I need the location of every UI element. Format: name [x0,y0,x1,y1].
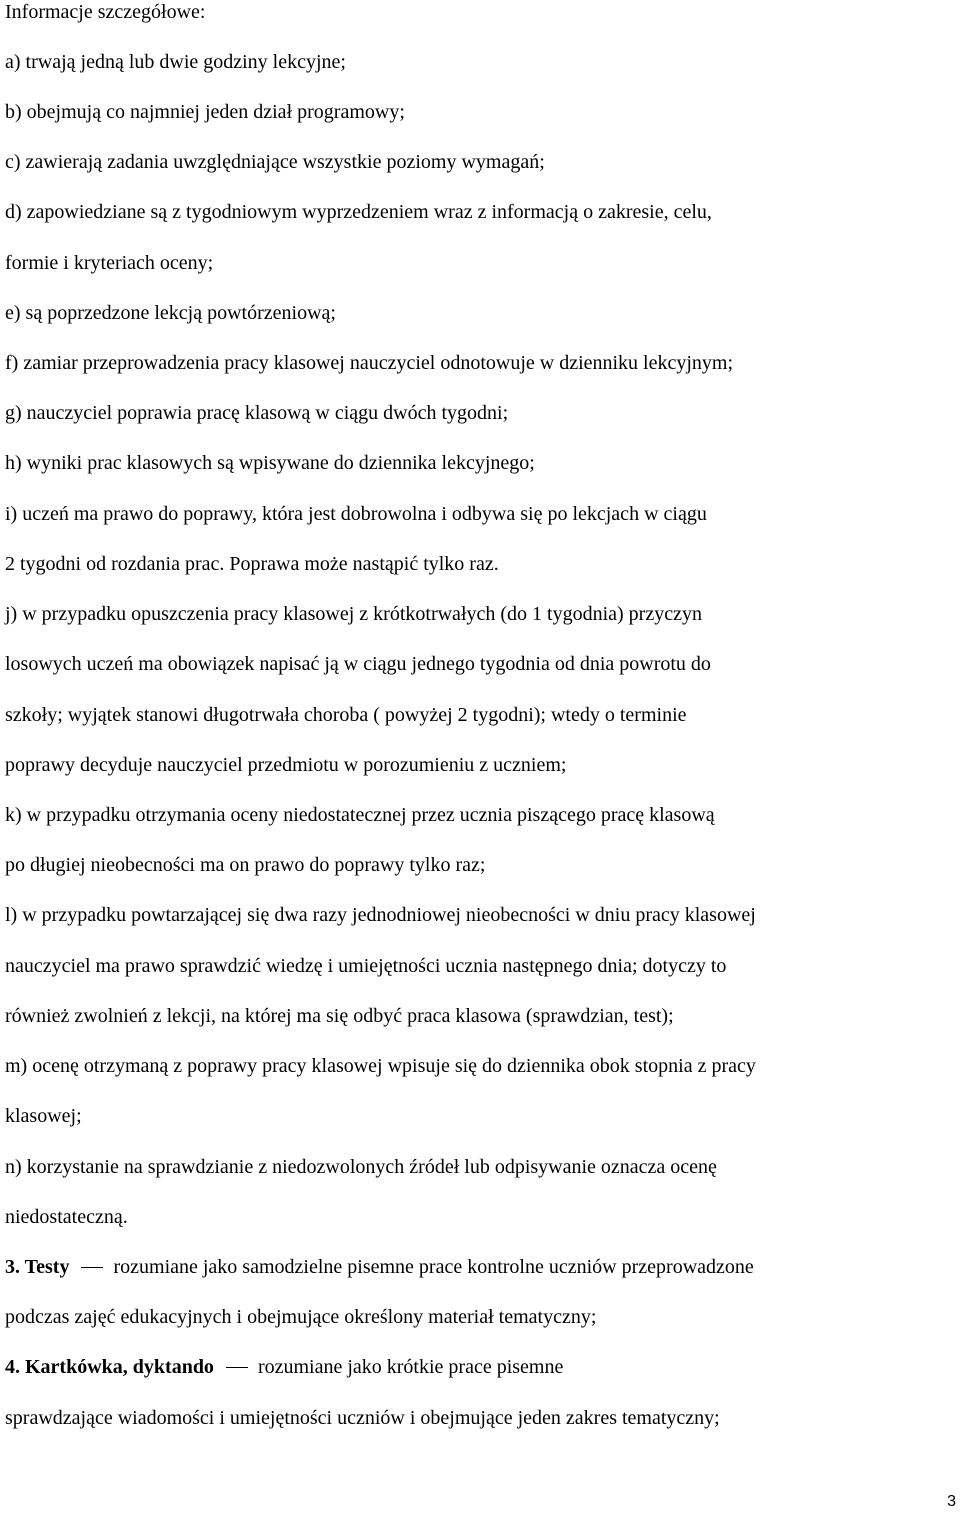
list-item-h: h) wyniki prac klasowych są wpisywane do dziennika lekcyjnego; [5,452,535,474]
list-item-j-continuation-1: losowych uczeń ma obowiązek napisać ją w ciągu jednego tygodnia od dnia powrotu do [5,653,711,675]
list-item-d: d) zapowiedziane są z tygodniowym wyprzedzeniem wraz z informacją o zakresie, celu, [5,201,712,223]
list-item-k: k) w przypadku otrzymania oceny niedostatecznej przez ucznia piszącego pracę klasową [5,804,715,826]
section-heading: Informacje szczegółowe: [5,1,206,23]
section-4-label: 4. Kartkówka, dyktando [5,1356,214,1378]
list-item-n: n) korzystanie na sprawdzianie z niedozwolonych źródeł lub odpisywanie oznacza ocenę [5,1156,717,1178]
list-item-n-continuation: niedostateczną. [5,1206,128,1228]
em-dash-separator [226,1367,248,1369]
section-3-line [5,1255,754,1279]
list-item-m: m) ocenę otrzymaną z poprawy pracy klasowej wpisuje się do dziennika obok stopnia z pracy [5,1055,756,1077]
section-3-continuation: podczas zajęć edukacyjnych i obejmujące określony materiał tematyczny; [5,1306,597,1328]
list-item-e: e) są poprzedzone lekcją powtórzeniową; [5,302,336,324]
list-item-a: a) trwają jedną lub dwie godziny lekcyjne; [5,51,346,73]
list-item-l-continuation-1: nauczyciel ma prawo sprawdzić wiedzę i umiejętności ucznia następnego dnia; dotyczy to [5,955,727,977]
list-item-i-continuation: 2 tygodni od rozdania prac. Poprawa może nastąpić tylko raz. [5,553,499,575]
list-item-m-continuation: klasowej; [5,1105,82,1127]
list-item-l: l) w przypadku powtarzającej się dwa razy jednodniowej nieobecności w dniu pracy klasowej [5,904,756,926]
list-item-j-continuation-2: szkoły; wyjątek stanowi długotrwała choroba ( powyżej 2 tygodni); wtedy o terminie [5,704,687,726]
list-item-c: c) zawierają zadania uwzględniające wszystkie poziomy wymagań; [5,151,545,173]
list-item-j: j) w przypadku opuszczenia pracy klasowej z krótkotrwałych (do 1 tygodnia) przyczyn [5,603,702,625]
list-item-b: b) obejmują co najmniej jeden dział programowy; [5,101,405,123]
list-item-j-continuation-3: poprawy decyduje nauczyciel przedmiotu w porozumieniu z uczniem; [5,754,567,776]
section-3-text: rozumiane jako samodzielne pisemne prace kontrolne uczniów przeprowadzone [113,1256,754,1278]
section-4-line [5,1355,563,1379]
list-item-i: i) uczeń ma prawo do poprawy, która jest dobrowolna i odbywa się po lekcjach w ciągu [5,503,707,525]
section-3-label: 3. Testy [5,1256,70,1278]
list-item-f: f) zamiar przeprowadzenia pracy klasowej nauczyciel odnotowuje w dzienniku lekcyjnym; [5,352,734,374]
list-item-l-continuation-2: również zwolnień z lekcji, na której ma się odbyć praca klasowa (sprawdzian, test); [5,1005,674,1027]
section-4-text: rozumiane jako krótkie prace pisemne [257,1356,564,1378]
list-item-k-continuation: po długiej nieobecności ma on prawo do poprawy tylko raz; [5,854,486,876]
list-item-g: g) nauczyciel poprawia pracę klasową w ciągu dwóch tygodni; [5,402,509,424]
list-item-d-continuation: formie i kryteriach oceny; [5,252,214,274]
page-number: 3 [947,1493,956,1510]
section-4-continuation: sprawdzające wiadomości i umiejętności uczniów i obejmujące jeden zakres tematyczny; [5,1407,720,1429]
em-dash-separator [81,1267,103,1269]
